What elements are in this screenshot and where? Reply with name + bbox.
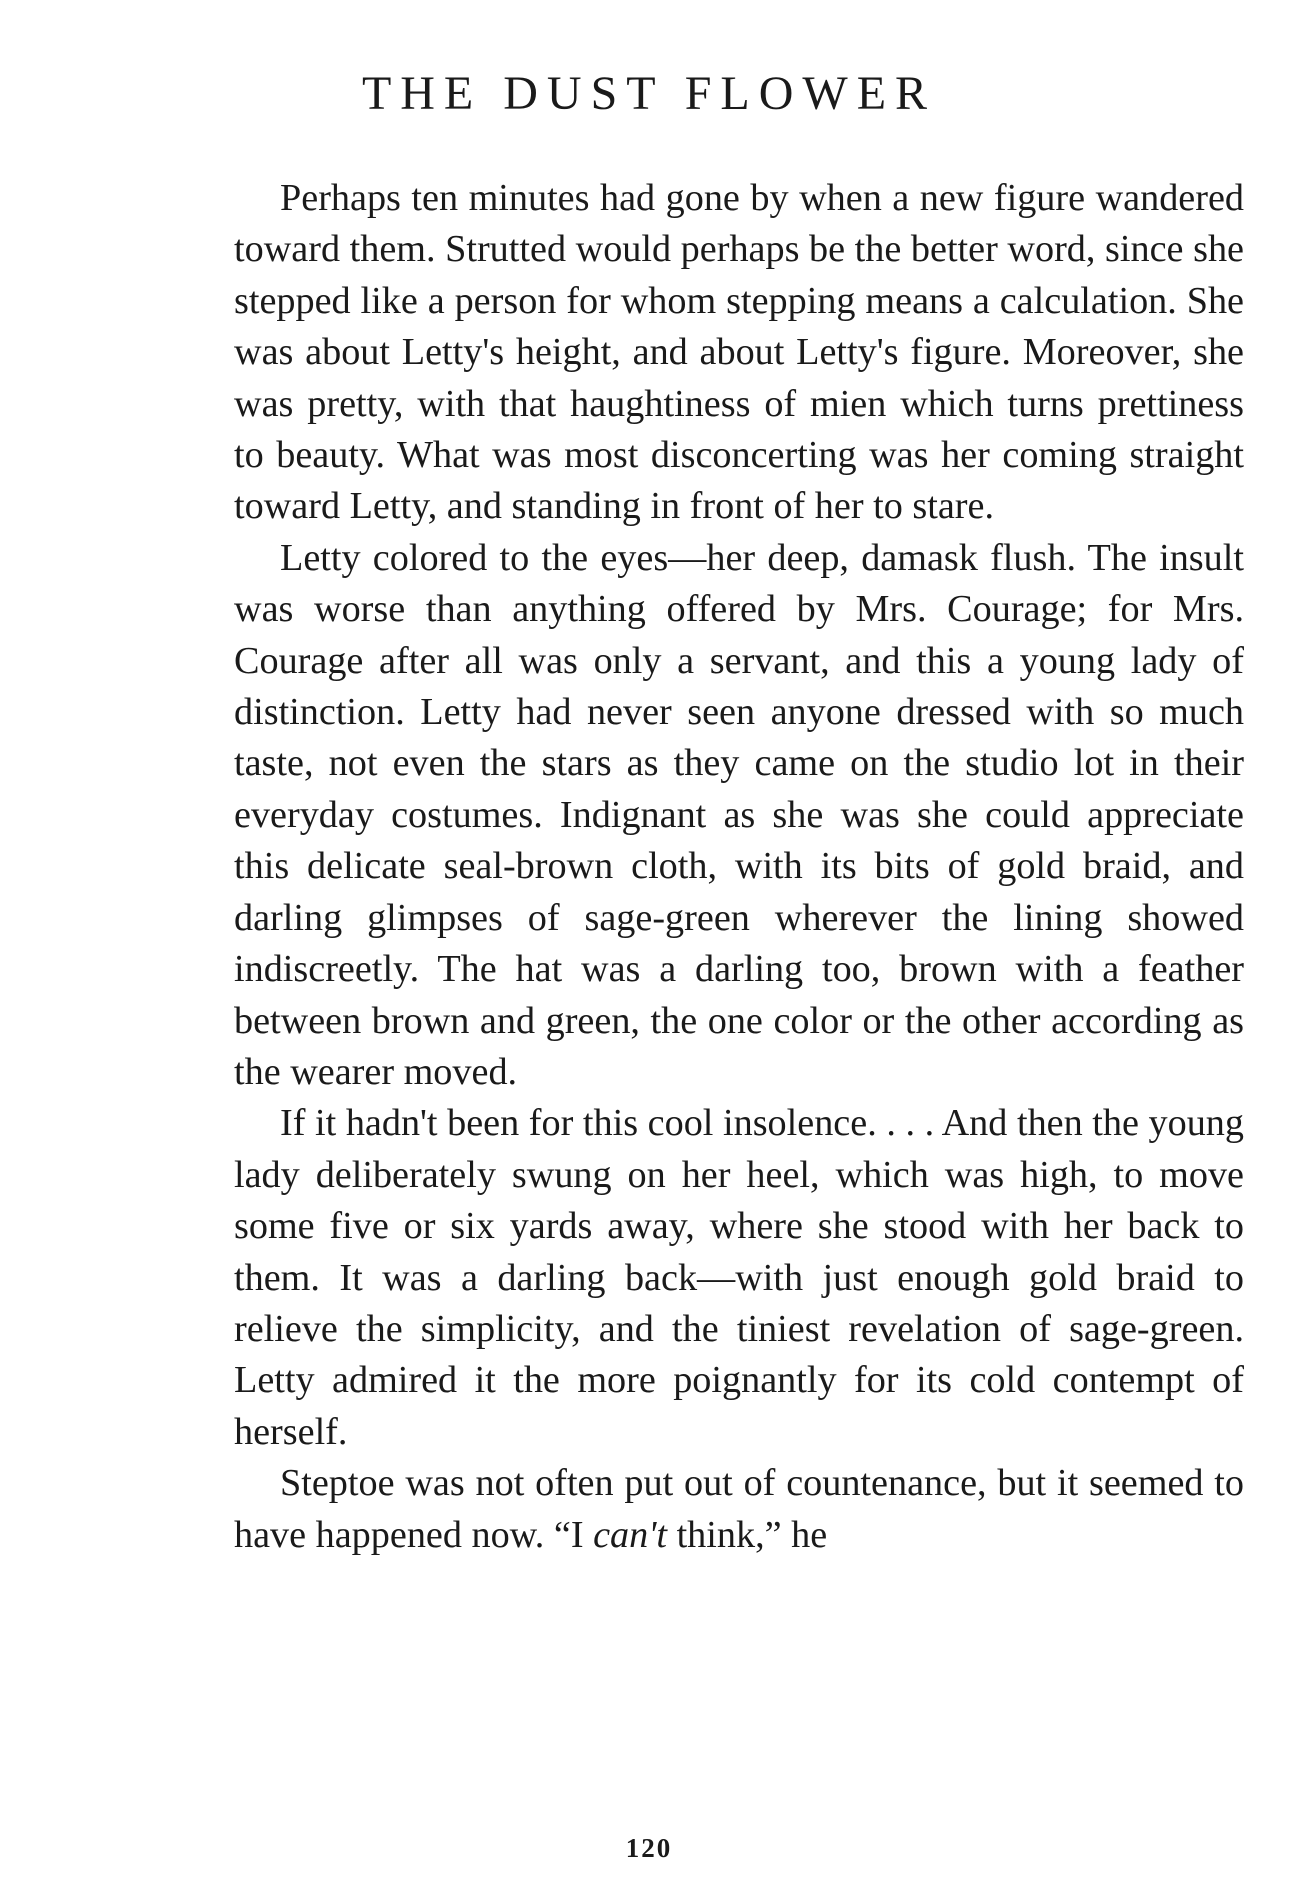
- running-head: THE DUST FLOWER: [361, 67, 937, 120]
- body-text: [234, 173, 1244, 1561]
- paragraph-4: [234, 1458, 1244, 1561]
- paragraph-4-text-end: think,” he: [667, 1513, 828, 1556]
- page-number: 120: [625, 1833, 673, 1863]
- paragraph-3: If it hadn't been for this cool insolence. . . . And then the young lady deliberately swung on her heel, which was high, to move some five or six yards away, where she stood with her back to them. It was a darling back—with just enough gold braid to relieve the simplicity, and the tiniest revelation of sage-green. Letty admired it the more poignantly for its cold contempt of herself.: [234, 1102, 1244, 1453]
- paragraph-2: Letty colored to the eyes—her deep, damask flush. The insult was worse than anything offered by Mrs. Courage; for Mrs. Courage after all was only a servant, and this a young lady of distinction. Letty had never seen anyone dressed with so much taste, not even the stars as they came on the studio lot in their everyday costumes. Indignant as she was she could appreciate this delicate seal-brown cloth, with its bits of gold braid, and darling glimpses of sage-green wherever the lining showed indiscreetly. The hat was a darling too, brown with a feather between brown and green, the one color or the other according as the wearer moved.: [234, 536, 1244, 1093]
- paragraph-1: Perhaps ten minutes had gone by when a new figure wandered toward them. Strutted would perhaps be the better word, since she stepped like a person for whom stepping means a calculation. She was about Letty's height, and about Letty's figure. Moreover, she was pretty, with that haughtiness of mien which turns prettiness to beauty. What was most disconcerting was her coming straight toward Letty, and standing in front of her to stare.: [234, 177, 1244, 528]
- paragraph-4-text-start: Steptoe was not often put out of countenance, but it seemed to have happened now. “I: [234, 1462, 1244, 1556]
- emphasized-word: can't: [593, 1513, 668, 1556]
